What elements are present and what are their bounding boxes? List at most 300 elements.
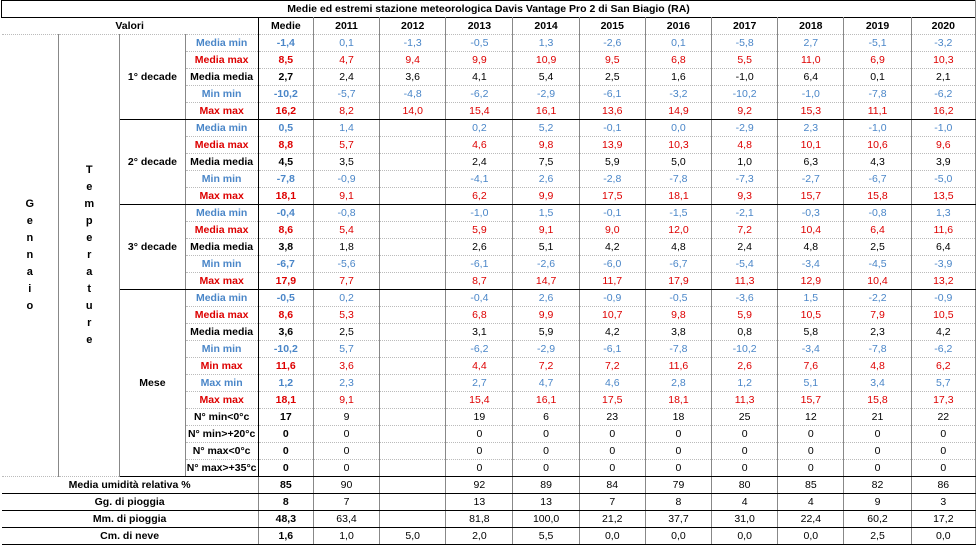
year-value: -7,3 — [712, 171, 778, 188]
year-value: -2,8 — [579, 171, 645, 188]
year-value: 1,3 — [513, 35, 579, 52]
year-value: 2,7 — [778, 35, 844, 52]
row-label: Media media — [185, 239, 258, 256]
year-value: 5,9 — [513, 324, 579, 341]
year-value: 0 — [778, 426, 844, 443]
year-value: -0,1 — [579, 120, 645, 137]
year-value: 9,2 — [712, 103, 778, 120]
year-value — [380, 477, 446, 494]
year-value: 16,2 — [911, 103, 975, 120]
row-label: Media max — [185, 307, 258, 324]
year-value: -2,6 — [579, 35, 645, 52]
medie-header: Medie — [258, 18, 313, 35]
year-value: -7,8 — [844, 341, 911, 358]
year-value: 4,7 — [313, 52, 379, 69]
year-value: 0 — [513, 443, 579, 460]
year-value: -3,2 — [645, 86, 711, 103]
year-value: 0 — [579, 443, 645, 460]
year-value: 79 — [645, 477, 711, 494]
section-label: 2° decade — [120, 120, 185, 205]
year-value: -1,5 — [645, 205, 711, 222]
medie-value: -7,8 — [258, 171, 313, 188]
year-value: 18 — [645, 409, 711, 426]
table-row — [2, 290, 976, 307]
year-value: 17,3 — [911, 392, 975, 409]
year-value: 0 — [712, 460, 778, 477]
year-value: 17,9 — [645, 273, 711, 290]
year-value: 4,6 — [579, 375, 645, 392]
year-value: 0,2 — [313, 290, 379, 307]
year-value: 0 — [446, 426, 513, 443]
medie-value: -0,4 — [258, 205, 313, 222]
summary-label: Media umidità relativa % — [2, 477, 259, 494]
row-label: Media max — [185, 222, 258, 239]
year-value: 0 — [446, 460, 513, 477]
medie-value: -10,2 — [258, 341, 313, 358]
year-value: 90 — [313, 477, 379, 494]
year-value: -3,2 — [911, 35, 975, 52]
year-value: 10,6 — [844, 137, 911, 154]
year-value: 0 — [513, 460, 579, 477]
month-label: G e n n a i o — [2, 35, 59, 477]
year-value: 10,3 — [911, 52, 975, 69]
year-value: 1,5 — [778, 290, 844, 307]
header-row — [2, 18, 976, 35]
year-value — [380, 188, 446, 205]
year-value: 0 — [911, 443, 975, 460]
medie-value: 3,6 — [258, 324, 313, 341]
year-value: 9,9 — [513, 188, 579, 205]
year-value: -5,6 — [313, 256, 379, 273]
year-value: 0,0 — [645, 120, 711, 137]
year-value — [380, 494, 446, 511]
year-value: 0 — [844, 443, 911, 460]
year-value: 2,4 — [313, 69, 379, 86]
year-value: 15,7 — [778, 188, 844, 205]
year-value: -4,8 — [380, 86, 446, 103]
medie-value: 85 — [258, 477, 313, 494]
year-value: 5,2 — [513, 120, 579, 137]
year-value: 2,3 — [313, 375, 379, 392]
row-label: Media min — [185, 290, 258, 307]
year-value: 4,8 — [712, 137, 778, 154]
year-value: -0,3 — [778, 205, 844, 222]
section-label: 1° decade — [120, 35, 185, 120]
year-value — [380, 256, 446, 273]
year-value — [380, 358, 446, 375]
year-value: -1,0 — [844, 120, 911, 137]
year-value: 0 — [579, 426, 645, 443]
year-value: 2,5 — [844, 528, 911, 545]
year-value: 0,2 — [446, 120, 513, 137]
year-value: 0 — [313, 460, 379, 477]
year-value: 100,0 — [513, 511, 579, 528]
year-value — [380, 205, 446, 222]
year-value — [380, 460, 446, 477]
year-value: 10,5 — [778, 307, 844, 324]
year-value: 0 — [513, 426, 579, 443]
year-value: 9,4 — [380, 52, 446, 69]
year-value: 18,1 — [645, 392, 711, 409]
year-value: 15,4 — [446, 392, 513, 409]
year-value: 7,5 — [513, 154, 579, 171]
medie-value: 3,8 — [258, 239, 313, 256]
group-label: T e m p e r a t u r e — [59, 35, 120, 477]
summary-row — [2, 528, 976, 545]
year-header: 2016 — [645, 18, 711, 35]
year-value — [380, 443, 446, 460]
year-value: 31,0 — [712, 511, 778, 528]
year-value: 5,9 — [446, 222, 513, 239]
year-value: 3,8 — [645, 324, 711, 341]
summary-label: Gg. di pioggia — [2, 494, 259, 511]
year-value: 6,4 — [778, 69, 844, 86]
year-value: 4 — [712, 494, 778, 511]
year-value: 5,7 — [911, 375, 975, 392]
year-value: 22,4 — [778, 511, 844, 528]
year-value: 4,2 — [911, 324, 975, 341]
year-value: 0,0 — [778, 528, 844, 545]
year-value: 5,1 — [778, 375, 844, 392]
year-value: 1,0 — [313, 528, 379, 545]
year-value: 1,4 — [313, 120, 379, 137]
year-value: 0,1 — [313, 35, 379, 52]
year-value: 81,8 — [446, 511, 513, 528]
year-value: 10,7 — [579, 307, 645, 324]
year-value: 9,0 — [579, 222, 645, 239]
year-value: 7 — [313, 494, 379, 511]
year-value — [380, 171, 446, 188]
year-value: 5,4 — [513, 69, 579, 86]
year-value: 14,9 — [645, 103, 711, 120]
year-value: 6 — [513, 409, 579, 426]
year-value: 80 — [712, 477, 778, 494]
table-row — [2, 120, 976, 137]
year-value: 4,1 — [446, 69, 513, 86]
medie-value: -0,5 — [258, 290, 313, 307]
year-value: 92 — [446, 477, 513, 494]
year-value: 2,3 — [844, 324, 911, 341]
year-value: 7,7 — [313, 273, 379, 290]
year-value: 5,5 — [513, 528, 579, 545]
year-value: 0 — [712, 426, 778, 443]
year-value: 17,5 — [579, 392, 645, 409]
year-value: 15,8 — [844, 188, 911, 205]
year-header: 2015 — [579, 18, 645, 35]
year-value: 0 — [446, 443, 513, 460]
year-value: 2,7 — [446, 375, 513, 392]
row-label: Max max — [185, 273, 258, 290]
year-value: 12,0 — [645, 222, 711, 239]
year-value: 82 — [844, 477, 911, 494]
year-value: 11,6 — [645, 358, 711, 375]
year-value: 0 — [313, 426, 379, 443]
year-value: -7,8 — [645, 171, 711, 188]
year-value: 23 — [579, 409, 645, 426]
year-value: -3,4 — [778, 341, 844, 358]
year-value: 4,8 — [645, 239, 711, 256]
year-value — [380, 426, 446, 443]
year-value: 2,6 — [446, 239, 513, 256]
row-label: Max max — [185, 392, 258, 409]
medie-value: -6,7 — [258, 256, 313, 273]
year-value: -1,0 — [446, 205, 513, 222]
year-value: 1,8 — [313, 239, 379, 256]
row-label: Media max — [185, 137, 258, 154]
year-value: -1,0 — [712, 69, 778, 86]
year-value: 11,1 — [844, 103, 911, 120]
medie-value: 1,6 — [258, 528, 313, 545]
year-value: 5,7 — [313, 137, 379, 154]
year-value: 10,4 — [778, 222, 844, 239]
year-value: 3 — [911, 494, 975, 511]
year-value: 12 — [778, 409, 844, 426]
year-value: -3,6 — [712, 290, 778, 307]
year-value: 13,9 — [579, 137, 645, 154]
row-label: Min max — [185, 358, 258, 375]
year-value: 4,3 — [844, 154, 911, 171]
row-label: Media max — [185, 52, 258, 69]
year-value: 18,1 — [645, 188, 711, 205]
year-value: 0 — [645, 460, 711, 477]
medie-value: 18,1 — [258, 392, 313, 409]
year-value: 6,9 — [844, 52, 911, 69]
year-value: 3,1 — [446, 324, 513, 341]
table-row — [2, 205, 976, 222]
year-value: -0,9 — [313, 171, 379, 188]
row-label: Media media — [185, 324, 258, 341]
year-value: 2,8 — [645, 375, 711, 392]
row-label: Media media — [185, 69, 258, 86]
year-value: 2,3 — [778, 120, 844, 137]
year-value: 0 — [313, 443, 379, 460]
year-value: 6,2 — [911, 358, 975, 375]
year-value: 13,2 — [911, 273, 975, 290]
year-header: 2012 — [380, 18, 446, 35]
year-value: 11,7 — [579, 273, 645, 290]
year-value: 5,1 — [513, 239, 579, 256]
year-value — [380, 120, 446, 137]
year-value: 3,9 — [911, 154, 975, 171]
year-value: 6,2 — [446, 188, 513, 205]
year-value: 10,9 — [513, 52, 579, 69]
year-value: 8,2 — [313, 103, 379, 120]
year-value: 7,2 — [712, 222, 778, 239]
year-value: -6,2 — [911, 341, 975, 358]
medie-value: 8,8 — [258, 137, 313, 154]
year-header: 2018 — [778, 18, 844, 35]
year-value: 6,8 — [645, 52, 711, 69]
summary-label: Mm. di pioggia — [2, 511, 259, 528]
year-header: 2017 — [712, 18, 778, 35]
year-value — [380, 409, 446, 426]
medie-value: 0,5 — [258, 120, 313, 137]
year-value: -2,7 — [778, 171, 844, 188]
medie-value: 48,3 — [258, 511, 313, 528]
row-label: Min min — [185, 171, 258, 188]
year-value: -6,7 — [844, 171, 911, 188]
year-value: 16,1 — [513, 392, 579, 409]
year-value: -7,8 — [844, 86, 911, 103]
year-value: 2,6 — [712, 358, 778, 375]
year-value: 4 — [778, 494, 844, 511]
year-value: 7,2 — [513, 358, 579, 375]
row-label: Media min — [185, 35, 258, 52]
year-value: 4,8 — [844, 358, 911, 375]
medie-value: 2,7 — [258, 69, 313, 86]
year-value: 7 — [579, 494, 645, 511]
year-value: 85 — [778, 477, 844, 494]
year-value: 9,9 — [513, 307, 579, 324]
year-value: 0 — [911, 426, 975, 443]
year-value: 9,1 — [513, 222, 579, 239]
year-value: -6,2 — [446, 86, 513, 103]
year-value: 10,3 — [645, 137, 711, 154]
year-value: 3,4 — [844, 375, 911, 392]
year-value: 9,5 — [579, 52, 645, 69]
year-value: -1,0 — [911, 120, 975, 137]
year-value: 5,7 — [313, 341, 379, 358]
weather-table — [1, 0, 976, 545]
year-value: -0,9 — [579, 290, 645, 307]
year-value: 14,7 — [513, 273, 579, 290]
year-value: -0,8 — [313, 205, 379, 222]
medie-value: 8,6 — [258, 307, 313, 324]
year-header: 2014 — [513, 18, 579, 35]
year-value: 6,3 — [778, 154, 844, 171]
year-value: 9,8 — [513, 137, 579, 154]
year-value: -2,9 — [513, 341, 579, 358]
year-value: -5,0 — [911, 171, 975, 188]
year-value: -0,5 — [446, 35, 513, 52]
year-value: 84 — [579, 477, 645, 494]
year-value: 2,1 — [911, 69, 975, 86]
year-value: -0,4 — [446, 290, 513, 307]
year-value: 9 — [844, 494, 911, 511]
year-value: 2,6 — [513, 171, 579, 188]
year-value: 11,3 — [712, 392, 778, 409]
summary-label: Cm. di neve — [2, 528, 259, 545]
year-value: 10,5 — [911, 307, 975, 324]
medie-value: 1,2 — [258, 375, 313, 392]
row-label: Max max — [185, 103, 258, 120]
year-value: 5,9 — [712, 307, 778, 324]
year-value: 8,7 — [446, 273, 513, 290]
medie-value: 11,6 — [258, 358, 313, 375]
year-value: -5,8 — [712, 35, 778, 52]
table-title: Medie ed estremi stazione meteorologica Davis Vantage Pro 2 di San Biagio (RA) — [2, 1, 976, 18]
year-value: 0,0 — [645, 528, 711, 545]
year-value: -3,9 — [911, 256, 975, 273]
year-value: 0,0 — [579, 528, 645, 545]
row-label: N° max>+35°c — [185, 460, 258, 477]
year-value: 10,4 — [844, 273, 911, 290]
year-value: 14,0 — [380, 103, 446, 120]
summary-row — [2, 494, 976, 511]
year-value: 12,9 — [778, 273, 844, 290]
year-value: -2,2 — [844, 290, 911, 307]
year-value: 9,3 — [712, 188, 778, 205]
year-value: -6,2 — [911, 86, 975, 103]
year-value: -2,6 — [513, 256, 579, 273]
year-value: 25 — [712, 409, 778, 426]
year-value: 2,5 — [313, 324, 379, 341]
year-value: 0,0 — [911, 528, 975, 545]
medie-value: 16,2 — [258, 103, 313, 120]
year-value: 5,8 — [778, 324, 844, 341]
year-value: 11,0 — [778, 52, 844, 69]
year-value: 9,9 — [446, 52, 513, 69]
medie-value: 18,1 — [258, 188, 313, 205]
year-value: 13 — [446, 494, 513, 511]
row-label: Max min — [185, 375, 258, 392]
year-value — [380, 154, 446, 171]
summary-row — [2, 477, 976, 494]
year-value: -0,8 — [844, 205, 911, 222]
medie-value: 0 — [258, 460, 313, 477]
year-value: -1,0 — [778, 86, 844, 103]
year-value: 21,2 — [579, 511, 645, 528]
year-value: 63,4 — [313, 511, 379, 528]
year-value: 1,6 — [645, 69, 711, 86]
year-value: -10,2 — [712, 341, 778, 358]
year-value: 0 — [844, 426, 911, 443]
medie-value: -10,2 — [258, 86, 313, 103]
year-value: 0 — [911, 460, 975, 477]
year-value: 7,9 — [844, 307, 911, 324]
year-header: 2013 — [446, 18, 513, 35]
year-value: 11,3 — [712, 273, 778, 290]
year-value — [380, 290, 446, 307]
year-value: -6,1 — [579, 86, 645, 103]
year-value: -0,5 — [645, 290, 711, 307]
year-value: -6,1 — [446, 256, 513, 273]
year-value — [380, 273, 446, 290]
year-value: -0,9 — [911, 290, 975, 307]
year-value: -6,1 — [579, 341, 645, 358]
row-label: Min min — [185, 256, 258, 273]
medie-value: 0 — [258, 443, 313, 460]
year-value: -1,3 — [380, 35, 446, 52]
row-label: N° min>+20°c — [185, 426, 258, 443]
year-value: -2,1 — [712, 205, 778, 222]
year-value: 0 — [778, 443, 844, 460]
year-value: 4,6 — [446, 137, 513, 154]
year-value: 10,1 — [778, 137, 844, 154]
year-value: -2,9 — [513, 86, 579, 103]
row-label: Media min — [185, 205, 258, 222]
year-value: 0 — [579, 460, 645, 477]
year-value: 5,3 — [313, 307, 379, 324]
year-value: -6,7 — [645, 256, 711, 273]
medie-value: 8,5 — [258, 52, 313, 69]
row-label: Min min — [185, 341, 258, 358]
year-value: 6,4 — [844, 222, 911, 239]
year-value: 89 — [513, 477, 579, 494]
row-label: N° max<0°c — [185, 443, 258, 460]
year-value: 3,6 — [380, 69, 446, 86]
year-value: 5,5 — [712, 52, 778, 69]
year-value: 9,1 — [313, 188, 379, 205]
year-value: -5,7 — [313, 86, 379, 103]
year-header: 2019 — [844, 18, 911, 35]
year-value: 19 — [446, 409, 513, 426]
year-value: 9 — [313, 409, 379, 426]
summary-row — [2, 511, 976, 528]
year-value: 1,3 — [911, 205, 975, 222]
year-value — [380, 222, 446, 239]
year-value — [380, 307, 446, 324]
